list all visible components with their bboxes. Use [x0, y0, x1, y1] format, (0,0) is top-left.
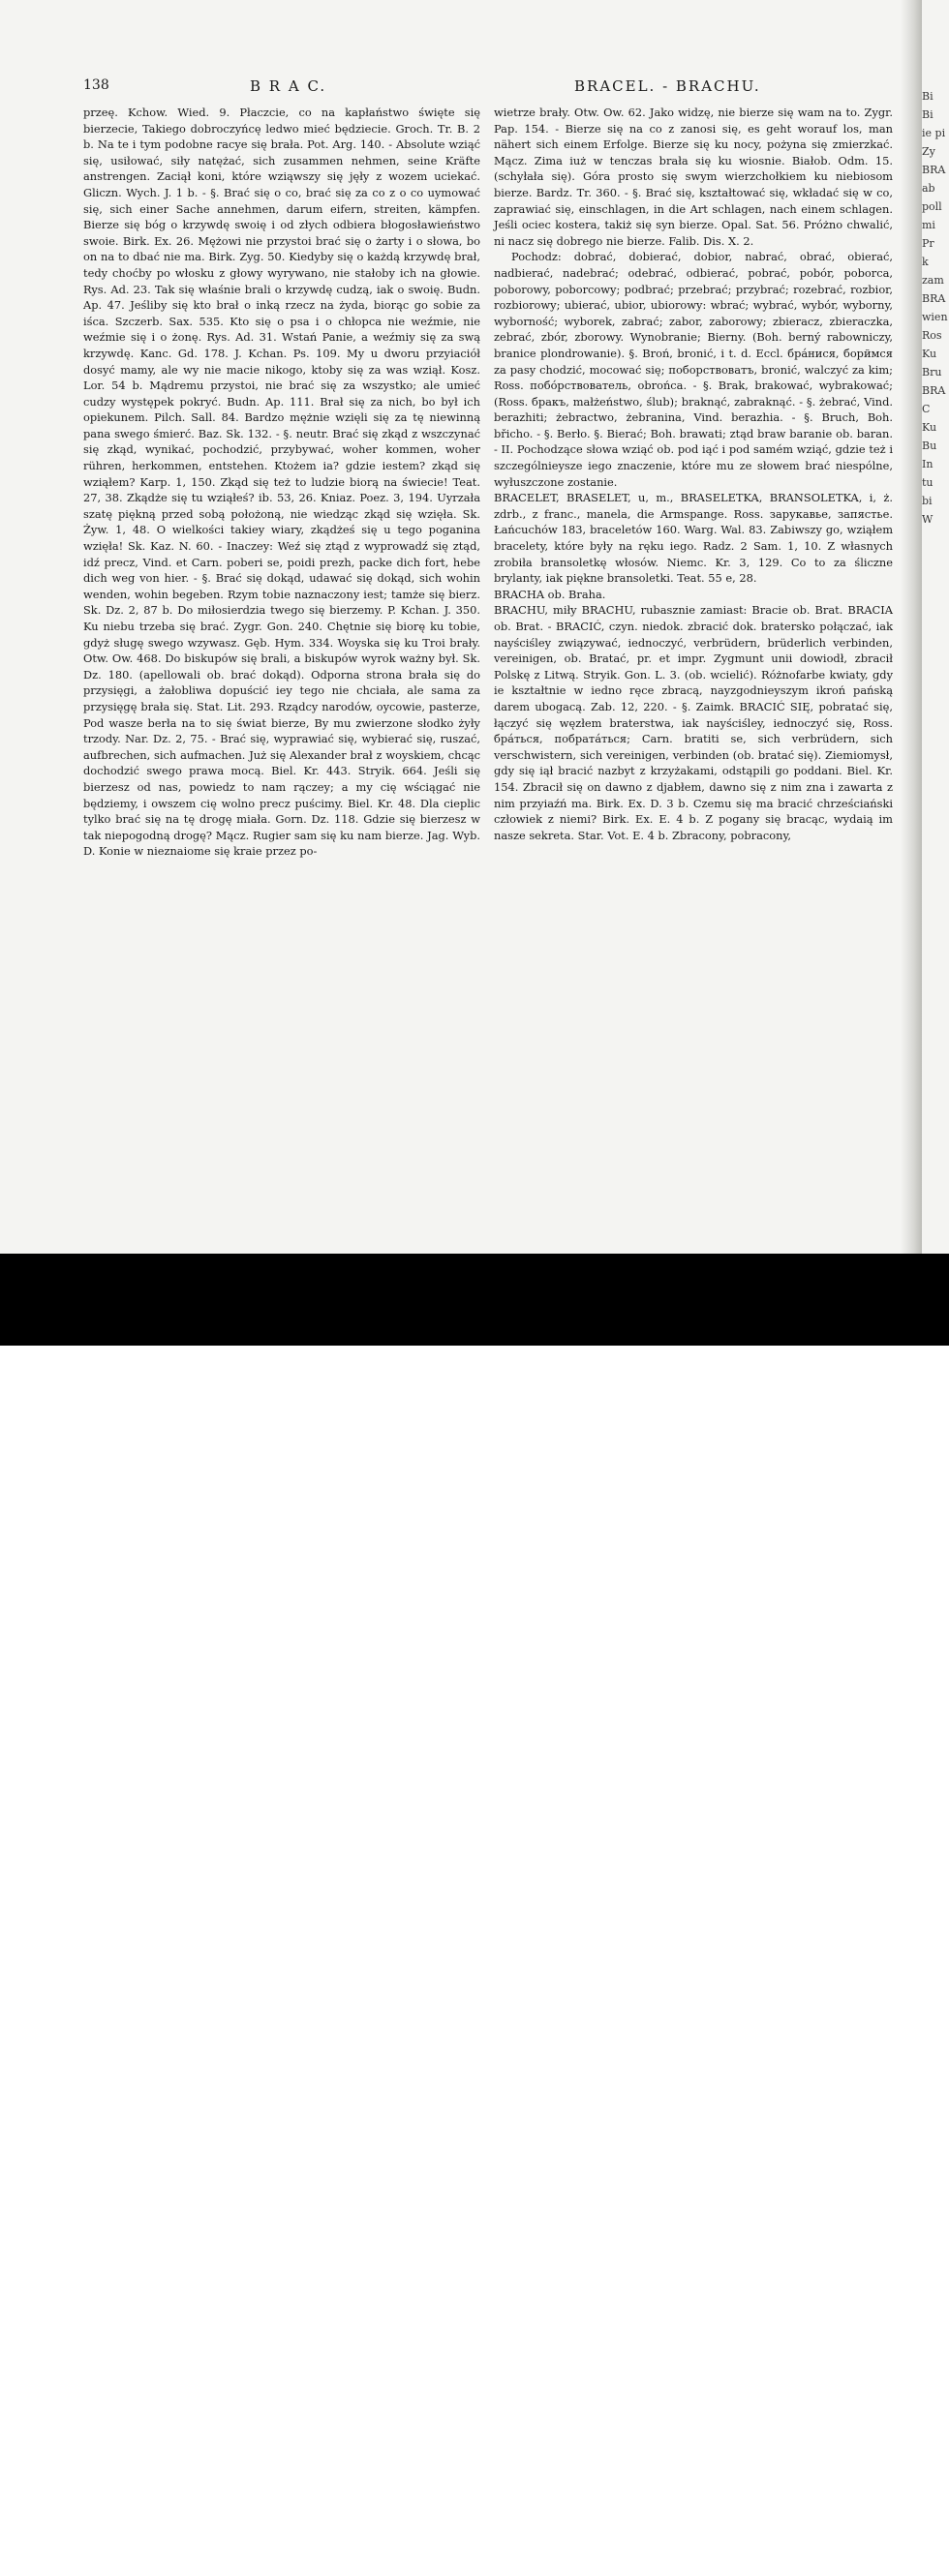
- watermark-image-id: 2HH9NAB: [866, 2515, 928, 2530]
- margin-fragment: BRA: [922, 164, 946, 176]
- logo-ring-icon: [113, 2536, 133, 2556]
- adjacent-page-margin: [922, 87, 949, 920]
- margin-fragment: Bi: [922, 90, 934, 103]
- watermark-bar: [0, 1254, 949, 2576]
- margin-fragment: BRAC: [922, 384, 946, 415]
- margin-fragment: poll: [922, 200, 942, 213]
- book-spine-shadow: [901, 0, 922, 1254]
- running-head-right: BRACEL. - BRACHU.: [574, 77, 761, 95]
- margin-fragment: mi: [922, 219, 935, 231]
- margin-fragment: Zy: [922, 145, 935, 158]
- margin-fragment: In: [922, 458, 934, 470]
- margin-fragment: W: [922, 513, 934, 526]
- left-column-text: przeę. Kchow. Wied. 9. Płaczcie, co na kapłaństwo święte się bierzecie, Takiego dobroczyńcę ledwo mieć będziecie. Groch. Tr. B. 2 b. Na te i tym podobne racye się brała. Pot. Arg. 140. - Absolute wziąć się, usiłować, siły natężać, sich zusammen nehmen, seine Kräfte anstrengen. Zaciął koni, które wziąwszy się jęły z wozem uciekać. Gliczn. Wych. J. 1 b. - §. Brać się o co, brać się za co z o co uymować się, sich einer Sache annehmen, darum eifern, streiten, kämpfen. Bierze się bóg o krzywdę swoię i od złych odbiera błogosławieństwo swoie. Birk. Ex. 26. Mężowi nie przystoi brać się o żarty i o słowa, bo on na to dbać nie ma. Birk. Zyg. 50. Kiedyby się o każdą krzywdę brał, tedy choćby po włosku z głowy wyrywano, nie stałoby ich na głowie. Rys. Ad. 23. Tak się właśnie brali o krzywdę cudzą, iak o swoię. Budn. Ap. 47. Jeśliby się kto brał o inką rzecz na żyda, biorąc go sobie za iśca. Szczerb. Sax. 535. Kto się o psa i o chłopca nie weźmie, nie weźmie się i o żonę. Rys. Ad. 31. Wstań Panie, a weźmiy się za swą krzywdę. Kanc. Gd. 178. J. Kchan. Ps. 109. My u dworu przyiaciół dosyć mamy, ale wy nie macie nikogo, ktoby się za was wziął. Kosz. Lor. 54 b. Mądremu przystoi, nie brać się za wszystko; ale umieć cudzy występek pokryć. Budn. Ap. 111. Brał się za nich, bo był ich opiekunem. Pilch. Sall. 84. Bardzo mężnie wzięli się za tę niewinną pana swego śmierć. Baz. Sk. 132. - §. neutr. Brać się zkąd z wszczynać się zkąd, wynikać, pochodzić, przybywać, woher kommen, woher rühren, herkommen, entstehen. Ktożem ia? gdzie iestem? zkąd się wziąłem? Karp. 1, 150. Zkąd się też to ludzie biorą na świecie! Teat. 27, 38. Zkądże się tu wziąłeś? ib. 53, 26. Kniaz. Poez. 3, 194. Uyrzała szatę piękną przed sobą położoną, nie wiedząc zkąd się wzięła. Sk. Żyw. 1, 48. O wielkości takiey wiary, zkądżeś się u tego poganina wzięła! Sk. Kaz. N. 60. - Inaczey: Weź się ztąd z wyprowadź się ztąd, idź precz, Vind. et Carn. poberi se, poidi prezh, packe dich fort, hebe dich weg von hier. - §. Brać się dokąd, udawać się dokąd, sich wohin wenden, wohin begeben. Rzym tobie naznaczony iest; tamże się bierz. Sk. Dz. 2, 87 b. Do miłosierdzia twego się bierzemy. P. Kchan. J. 350. Ku niebu trzeba się brać. Zygr. Gon. 240. Chętnie się biorę ku tobie, gdyż sługę swego wzywasz. Gęb. Hym. 334. Woyska się ku Troi brały. Otw. Ow. 468. Do biskupów się brali, a biskupów wyrok ważny był. Sk. Dz. 180. (apellowali ob. brać dokąd). Odporna strona brała się do przysięgi, a żałobliwa dopuścić iey tego nie chciała, ale sama za przysięgę brała się. Stat. Lit. 293. Rządcy narodów, oycowie, pasterze, Pod wasze berła na to się świat bierze, By mu zwierzone słodko żyły trzody. Nar. Dz. 2, 75. - Brać się, wyprawiać się, wybierać się, ruszać, aufbrechen, sich aufmachen. Już się Alexander brał z woyskiem, chcąc dochodzić swego prawa mocą. Biel. Kr. 443. Stryik. 664. Jeśli się bierzesz od nas, powiedz to nam rączey; a my cię wściągać nie będziemy, i owszem cię wolno precz puścimy. Biel. Kr. 48. Dla cieplic tylko brać się na tę drogę miała. Gorn. Dz. 118. Gdzie się bierzesz w tak niepogodną drogę? Mącz. Rugier sam się ku nam bierze. Jag. Wyb. D. Konie w nieznaiome się kraie przez po-: [83, 106, 480, 859]
- margin-fragment: bi: [922, 495, 933, 507]
- watermark-logo: [21, 2535, 133, 2564]
- margin-fragment: wien: [922, 311, 948, 323]
- right-column: [494, 105, 893, 843]
- dictionary-entry: BRACHA ob. Braha.: [494, 587, 606, 601]
- watermark-brand: alamy: [21, 2535, 109, 2564]
- margin-fragment: Ku: [922, 348, 937, 360]
- dictionary-entry: BRACHU, miły BRACHU, rubasznie zamiast: Bracie ob. Brat. BRACIA ob. Brat. - BRACIĆ, czyn. niedok. zbracić dok. bratersko połączać, iak nayściśley związywać, iednoczyć, verbrüdern, brüderlich verbinden, vereinigen, ob. Bratać, pr. et impr. Zygmunt unii dowiodł, zbracił Polskę z Litwą. Stryik. Gon. L. 3. (ob. wcielić). Różnofarbe kwiaty, gdy ie kształtnie w iedno ręce zbracą, nayzgodnieyszym ikroń pańską darem ubogacą. Zab. 12, 220. - §. Zaimk. BRACIĆ SIĘ, pobratać się, łączyć się węzłem braterstwa, iak nayściśley, iednoczyć się, Ross. брáться, побратáться; Carn. bratiti se, sich verbrüdern, sich verschwistern, sich vereinigen, verbinden (ob. bratać się). Ziemiomysł, gdy się iął bracić nazbyt z krzyżakami, odstąpili go poddani. Biel. Kr. 154. Zbracił się on dawno z djabłem, dawno się z nim zna i zawarta z nim przyiaźń ma. Birk. Ex. D. 3 b. Czemu się ma bracić chrześciański człowiek z niemi? Birk. Ex. E. 4 b. Z pogany się bracąc, wydaią im nasze sekreta. Star. Vot. E. 4 b. Zbracony, pobracony,: [494, 603, 893, 842]
- margin-fragment: Bi: [922, 108, 934, 121]
- margin-fragment: zam: [922, 274, 944, 287]
- margin-fragment: ie pi: [922, 127, 946, 139]
- page-number: 138: [83, 77, 109, 93]
- watermark-site: www.alamy.com: [826, 2561, 928, 2576]
- margin-fragment: Bru: [922, 366, 942, 379]
- margin-fragment: Bu: [922, 439, 937, 452]
- running-head-left: B R A C.: [250, 77, 327, 95]
- scanned-page: [0, 0, 949, 1254]
- margin-fragment: Ku: [922, 421, 937, 434]
- margin-fragment: ab: [922, 182, 935, 195]
- left-column: [83, 105, 480, 860]
- margin-fragment: Pr: [922, 237, 934, 250]
- margin-fragment: tu: [922, 476, 934, 489]
- margin-fragment: k: [922, 256, 929, 268]
- right-column-paragraph: wietrze brały. Otw. Ow. 62. Jako widzę, nie bierze się wam na to. Zygr. Pap. 154. - Bierze się na co z zanosi się, es geht worauf los, man nähert sich einem Erfolge. Bierze się ku nocy, pożyna się zmierzkać. Mącz. Zima iuż w tenczas brała się ku wiosnie. Białob. Odm. 15. (schyłała się). Góra prosto się swym wierzchołkiem ku niebiosom bierze. Bardz. Tr. 360. - §. Brać się, kształtować się, wkładać się w co, zaprawiać się, einschlagen, in die Art schlagen, nach einem schlagen. Jeśli ociec kostera, takiż się syn bierze. Opal. Sat. 56. Próżno chwalić, ni nacz się dobrego nie bierze. Falib. Dis. X. 2.: [494, 106, 893, 248]
- right-column-paragraph: Pochodz: dobrać, dobierać, dobior, nabrać, obrać, obierać, nadbierać, nadebrać; odebrać, odbierać, pobrać, pobór, poborca, poborowy, poborcowy; podbrać; przebrać; przybrać; rozebrać, rozbior, rozbiorowy; ubierać, ubior, ubiorowy: wbrać; wybrać, wybór, wyborny, wyborność; wyborek, zabrać; zabor, zaborowy; zbieracz, zbieraczka, zebrać, zbór, zborowy. Wynobranie; Bierny. (Boh. berný rabowniczy, branice plondrowanie). §. Broń, bronić, i t. d. Eccl. брáнися, борймся za pasy chodzić, mocować się; поборствоватъ, bronić, walczyć za kim; Ross. побóрствователь, obrońca. - §. Brak, brakować, wybrakować; (Ross. бракъ, małżeństwo, ślub); braknąć, zabraknąć. - §. żebrać, Vind. berazhiti; żebractwo, żebranina, Vind. berazhia. - §. Bruch, Boh. břicho. - §. Berło. §. Bierać; Boh. brawati; ztąd braw baranie ob. baran. - II. Pochodzące słowa wziąć ob. pod iąć i pod samém wziąć, gdzie też i szczególnieysze iego znaczenie, które mu ze słowem brać niespólne, wyłuszczone zostanie.: [494, 250, 893, 489]
- dictionary-entry: BRACELET, BRASELET, u, m., BRASELETKA, BRANSOLETKA, i, ż. zdrb., z franc., manela, die Armspange. Ross. зарукавье, запястье. Łańcuchów 183, braceletów 160. Warg. Wal. 83. Zabiwszy go, wziąłem bracelety, które były na ręku iego. Radz. 2 Sam. 1, 10. Z własnych zrobiła bransoletkę włosów. Niemc. Kr. 3, 129. Co to za śliczne brylanty, iak piękne bransoletki. Teat. 55 e, 28.: [494, 491, 893, 586]
- margin-fragment: Ros: [922, 329, 942, 342]
- margin-fragment: BRA: [922, 292, 946, 305]
